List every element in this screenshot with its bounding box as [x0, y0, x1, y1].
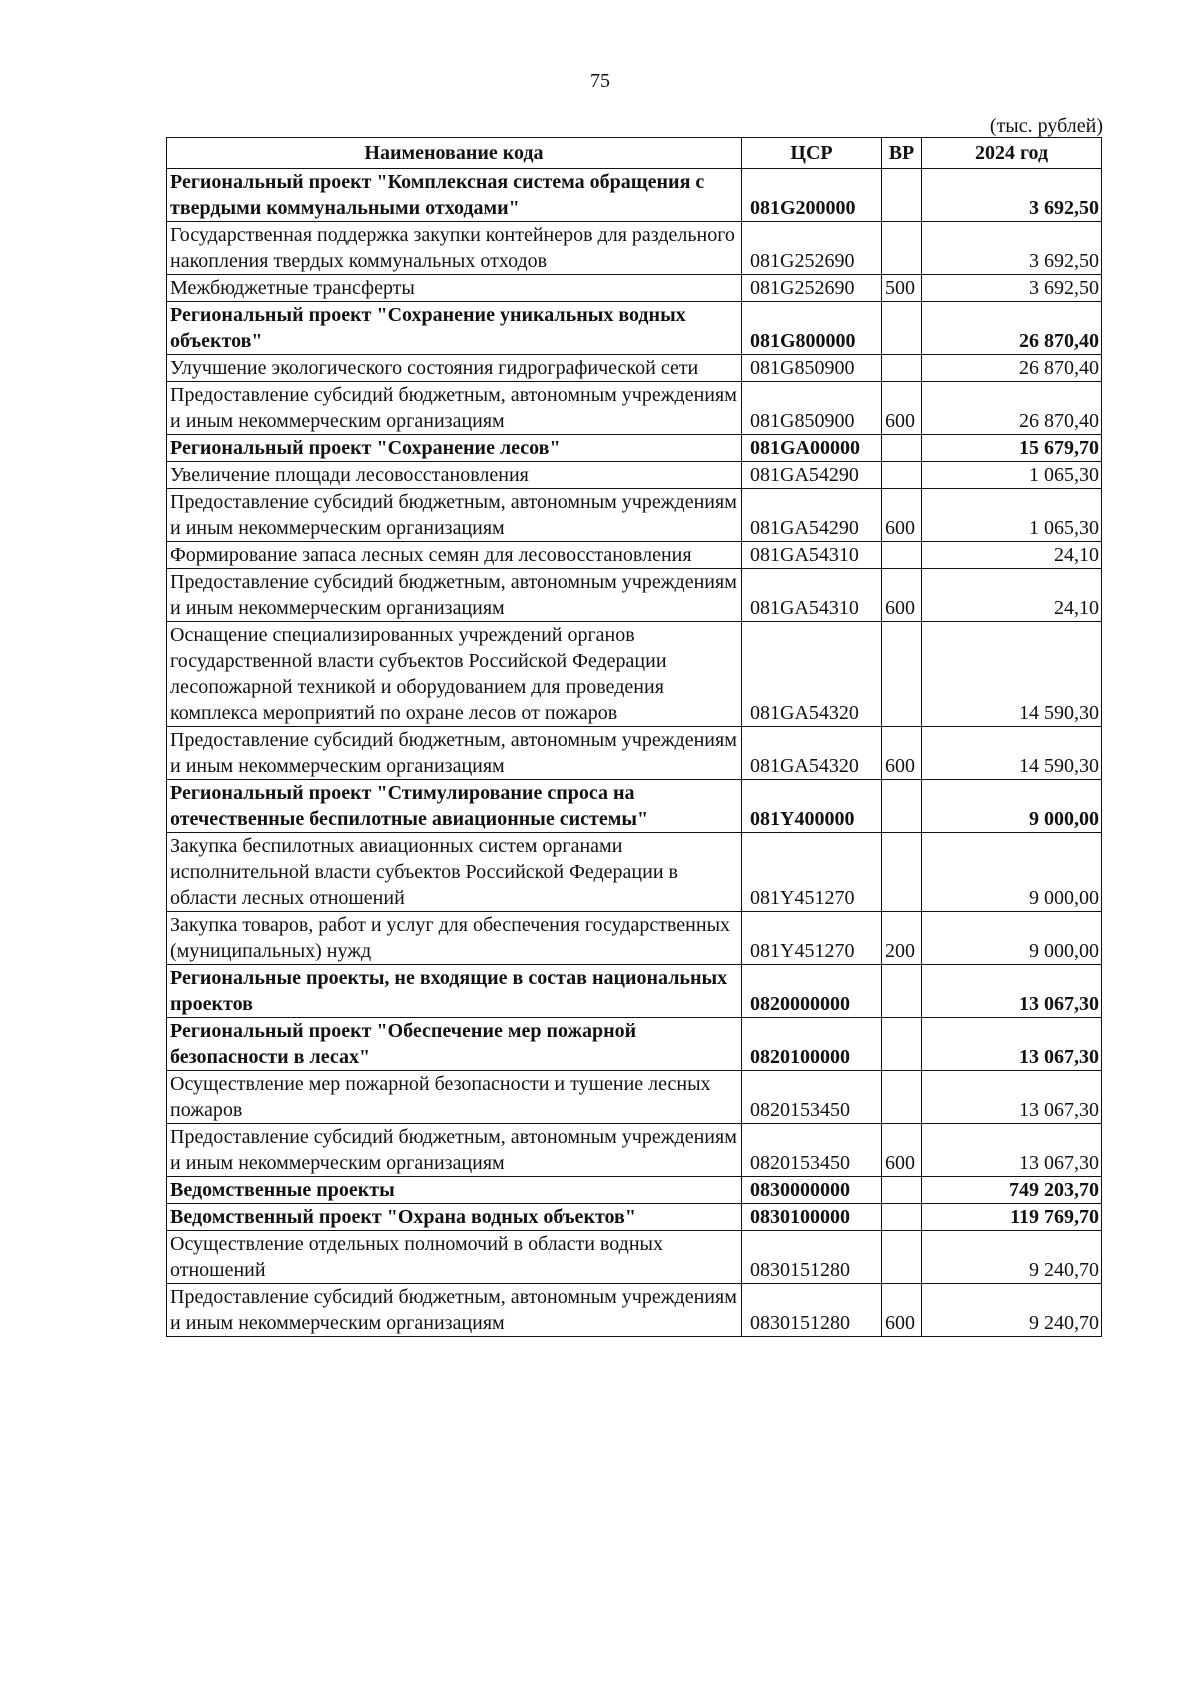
row-csr: 081G800000 — [742, 302, 882, 355]
row-name: Ведомственные проекты — [167, 1177, 742, 1204]
row-name: Региональный проект "Сохранение уникальных водных объектов" — [167, 302, 742, 355]
row-csr: 081GA54320 — [742, 622, 882, 727]
row-csr: 081Y400000 — [742, 780, 882, 833]
row-amount: 9 240,70 — [922, 1231, 1102, 1284]
row-amount: 15 679,70 — [922, 435, 1102, 462]
row-vr — [882, 1177, 922, 1204]
table-row — [167, 435, 1102, 462]
row-vr — [882, 780, 922, 833]
row-name: Закупка беспилотных авиационных систем органами исполнительной власти субъектов Российской Федерации в области лесных отношений — [167, 833, 742, 912]
row-vr — [882, 1231, 922, 1284]
row-amount: 119 769,70 — [922, 1204, 1102, 1231]
row-amount: 749 203,70 — [922, 1177, 1102, 1204]
row-csr: 081G200000 — [742, 169, 882, 222]
row-name: Предоставление субсидий бюджетным, автономным учреждениям и иным некоммерческим организациям — [167, 382, 742, 435]
row-vr — [882, 622, 922, 727]
row-amount: 26 870,40 — [922, 302, 1102, 355]
row-name: Предоставление субсидий бюджетным, автономным учреждениям и иным некоммерческим организациям — [167, 569, 742, 622]
row-amount: 3 692,50 — [922, 275, 1102, 302]
row-csr: 0830100000 — [742, 1204, 882, 1231]
row-csr: 081G850900 — [742, 382, 882, 435]
row-vr — [882, 302, 922, 355]
row-vr: 600 — [882, 489, 922, 542]
row-name: Ведомственный проект "Охрана водных объектов" — [167, 1204, 742, 1231]
table-row — [167, 833, 1102, 912]
row-vr — [882, 1204, 922, 1231]
row-vr — [882, 1071, 922, 1124]
row-csr: 0820000000 — [742, 965, 882, 1018]
row-csr: 081GA00000 — [742, 435, 882, 462]
budget-table — [166, 137, 1102, 1337]
page-number: 75 — [590, 70, 610, 92]
header-vr: ВР — [882, 138, 922, 169]
row-csr: 0820153450 — [742, 1071, 882, 1124]
row-amount: 13 067,30 — [922, 1018, 1102, 1071]
header-year: 2024 год — [922, 138, 1102, 169]
row-amount: 9 000,00 — [922, 833, 1102, 912]
row-name: Региональный проект "Комплексная система обращения с твердыми коммунальными отходами" — [167, 169, 742, 222]
row-csr: 0830151280 — [742, 1284, 882, 1337]
table-row — [167, 727, 1102, 780]
row-amount: 13 067,30 — [922, 965, 1102, 1018]
row-name: Региональные проекты, не входящие в состав национальных проектов — [167, 965, 742, 1018]
table-row — [167, 302, 1102, 355]
table-row — [167, 222, 1102, 275]
row-name: Предоставление субсидий бюджетным, автономным учреждениям и иным некоммерческим организациям — [167, 1284, 742, 1337]
row-amount: 14 590,30 — [922, 727, 1102, 780]
table-row — [167, 569, 1102, 622]
row-vr — [882, 542, 922, 569]
row-name: Предоставление субсидий бюджетным, автономным учреждениям и иным некоммерческим организациям — [167, 1124, 742, 1177]
row-amount: 24,10 — [922, 542, 1102, 569]
row-vr — [882, 462, 922, 489]
row-csr: 081Y451270 — [742, 912, 882, 965]
row-csr: 0830000000 — [742, 1177, 882, 1204]
row-amount: 1 065,30 — [922, 489, 1102, 542]
row-name: Оснащение специализированных учреждений органов государственной власти субъектов Российской Федерации лесопожарной техникой и оборудованием для проведения комплекса мероприятий по охране лесов от пожаров — [167, 622, 742, 727]
table-row — [167, 1231, 1102, 1284]
table-row — [167, 1124, 1102, 1177]
row-amount: 1 065,30 — [922, 462, 1102, 489]
row-amount: 26 870,40 — [922, 355, 1102, 382]
row-name: Улучшение экологического состояния гидрографической сети — [167, 355, 742, 382]
row-vr — [882, 222, 922, 275]
table-row — [167, 780, 1102, 833]
row-vr — [882, 965, 922, 1018]
table-row — [167, 1204, 1102, 1231]
row-vr: 600 — [882, 727, 922, 780]
row-name: Предоставление субсидий бюджетным, автономным учреждениям и иным некоммерческим организациям — [167, 727, 742, 780]
row-vr: 600 — [882, 1124, 922, 1177]
row-csr: 081GA54310 — [742, 542, 882, 569]
row-amount: 26 870,40 — [922, 382, 1102, 435]
row-name: Формирование запаса лесных семян для лесовосстановления — [167, 542, 742, 569]
row-csr: 081GA54310 — [742, 569, 882, 622]
row-vr: 200 — [882, 912, 922, 965]
row-name: Региональный проект "Сохранение лесов" — [167, 435, 742, 462]
table-row — [167, 912, 1102, 965]
row-vr — [882, 1018, 922, 1071]
row-name: Региональный проект "Стимулирование спроса на отечественные беспилотные авиационные системы" — [167, 780, 742, 833]
row-name: Закупка товаров, работ и услуг для обеспечения государственных (муниципальных) нужд — [167, 912, 742, 965]
row-name: Государственная поддержка закупки контейнеров для раздельного накопления твердых коммунальных отходов — [167, 222, 742, 275]
row-amount: 3 692,50 — [922, 169, 1102, 222]
row-csr: 081G252690 — [742, 275, 882, 302]
row-name: Увеличение площади лесовосстановления — [167, 462, 742, 489]
row-vr: 600 — [882, 569, 922, 622]
row-csr: 0820100000 — [742, 1018, 882, 1071]
table-row — [167, 622, 1102, 727]
table-row — [167, 355, 1102, 382]
header-name: Наименование кода — [167, 138, 742, 169]
table-row — [167, 275, 1102, 302]
row-amount: 13 067,30 — [922, 1124, 1102, 1177]
row-vr: 500 — [882, 275, 922, 302]
row-name: Осуществление мер пожарной безопасности и тушение лесных пожаров — [167, 1071, 742, 1124]
table-row — [167, 462, 1102, 489]
row-amount: 3 692,50 — [922, 222, 1102, 275]
table-row — [167, 1284, 1102, 1337]
table-row — [167, 1177, 1102, 1204]
row-amount: 24,10 — [922, 569, 1102, 622]
table-row — [167, 169, 1102, 222]
table-row — [167, 382, 1102, 435]
table-row — [167, 542, 1102, 569]
table-row — [167, 489, 1102, 542]
row-amount: 14 590,30 — [922, 622, 1102, 727]
header-csr: ЦСР — [742, 138, 882, 169]
row-csr: 0830151280 — [742, 1231, 882, 1284]
row-csr: 081Y451270 — [742, 833, 882, 912]
units-label: (тыс. рублей) — [989, 115, 1103, 137]
row-vr: 600 — [882, 1284, 922, 1337]
table-header-row — [167, 138, 1102, 169]
row-amount: 9 000,00 — [922, 912, 1102, 965]
row-vr: 600 — [882, 382, 922, 435]
row-vr — [882, 833, 922, 912]
row-amount: 13 067,30 — [922, 1071, 1102, 1124]
row-csr: 081GA54320 — [742, 727, 882, 780]
row-vr — [882, 169, 922, 222]
table-row — [167, 965, 1102, 1018]
row-name: Предоставление субсидий бюджетным, автономным учреждениям и иным некоммерческим организациям — [167, 489, 742, 542]
row-csr: 081G850900 — [742, 355, 882, 382]
table-row — [167, 1018, 1102, 1071]
row-name: Межбюджетные трансферты — [167, 275, 742, 302]
row-csr: 081G252690 — [742, 222, 882, 275]
row-vr — [882, 355, 922, 382]
row-name: Осуществление отдельных полномочий в области водных отношений — [167, 1231, 742, 1284]
row-csr: 081GA54290 — [742, 462, 882, 489]
row-csr: 0820153450 — [742, 1124, 882, 1177]
row-csr: 081GA54290 — [742, 489, 882, 542]
row-amount: 9 240,70 — [922, 1284, 1102, 1337]
row-vr — [882, 435, 922, 462]
row-amount: 9 000,00 — [922, 780, 1102, 833]
row-name: Региональный проект "Обеспечение мер пожарной безопасности в лесах" — [167, 1018, 742, 1071]
table-row — [167, 1071, 1102, 1124]
